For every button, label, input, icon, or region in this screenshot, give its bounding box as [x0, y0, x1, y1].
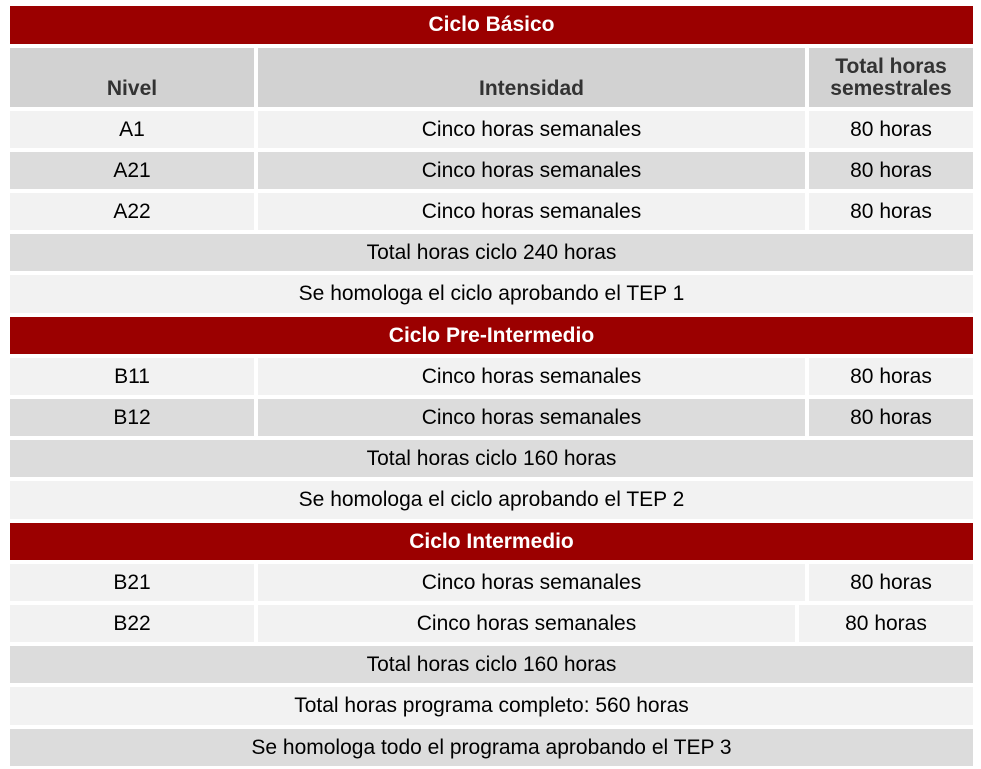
row-horas: 80 horas [809, 152, 973, 189]
row-horas: 80 horas [799, 605, 973, 642]
row-horas: 80 horas [809, 358, 973, 395]
row-intensidad: Cinco horas semanales [258, 111, 805, 148]
row-intensidad: Cinco horas semanales [258, 564, 805, 601]
row-nivel: A21 [10, 152, 254, 189]
header-total-horas: Total horas semestrales [809, 48, 973, 107]
row-nivel: A22 [10, 193, 254, 230]
row-horas: 80 horas [809, 399, 973, 436]
cycle-total-row: Total horas ciclo 160 horas [10, 440, 973, 477]
row-nivel: B22 [10, 605, 254, 642]
header-nivel: Nivel [10, 48, 254, 107]
cycle-intermedio-title: Ciclo Intermedio [10, 523, 973, 560]
row-nivel: B12 [10, 399, 254, 436]
row-nivel: A1 [10, 111, 254, 148]
program-homologa-row: Se homologa todo el programa aprobando el TEP 3 [10, 729, 973, 766]
row-horas: 80 horas [809, 193, 973, 230]
program-total-row: Total horas programa completo: 560 horas [10, 687, 973, 725]
row-intensidad: Cinco horas semanales [258, 605, 795, 642]
row-horas: 80 horas [809, 111, 973, 148]
row-intensidad: Cinco horas semanales [258, 193, 805, 230]
row-nivel: B11 [10, 358, 254, 395]
row-intensidad: Cinco horas semanales [258, 358, 805, 395]
row-horas: 80 horas [809, 564, 973, 601]
row-intensidad: Cinco horas semanales [258, 399, 805, 436]
cycle-homologa-row: Se homologa el ciclo aprobando el TEP 1 [10, 275, 973, 313]
row-intensidad: Cinco horas semanales [258, 152, 805, 189]
cycle-homologa-row: Se homologa el ciclo aprobando el TEP 2 [10, 481, 973, 519]
row-nivel: B21 [10, 564, 254, 601]
cycle-total-row: Total horas ciclo 240 horas [10, 234, 973, 271]
header-intensidad: Intensidad [258, 48, 805, 107]
cycle-total-row: Total horas ciclo 160 horas [10, 646, 973, 683]
cycle-basico-title: Ciclo Básico [10, 6, 973, 44]
cycle-preintermedio-title: Ciclo Pre-Intermedio [10, 317, 973, 354]
